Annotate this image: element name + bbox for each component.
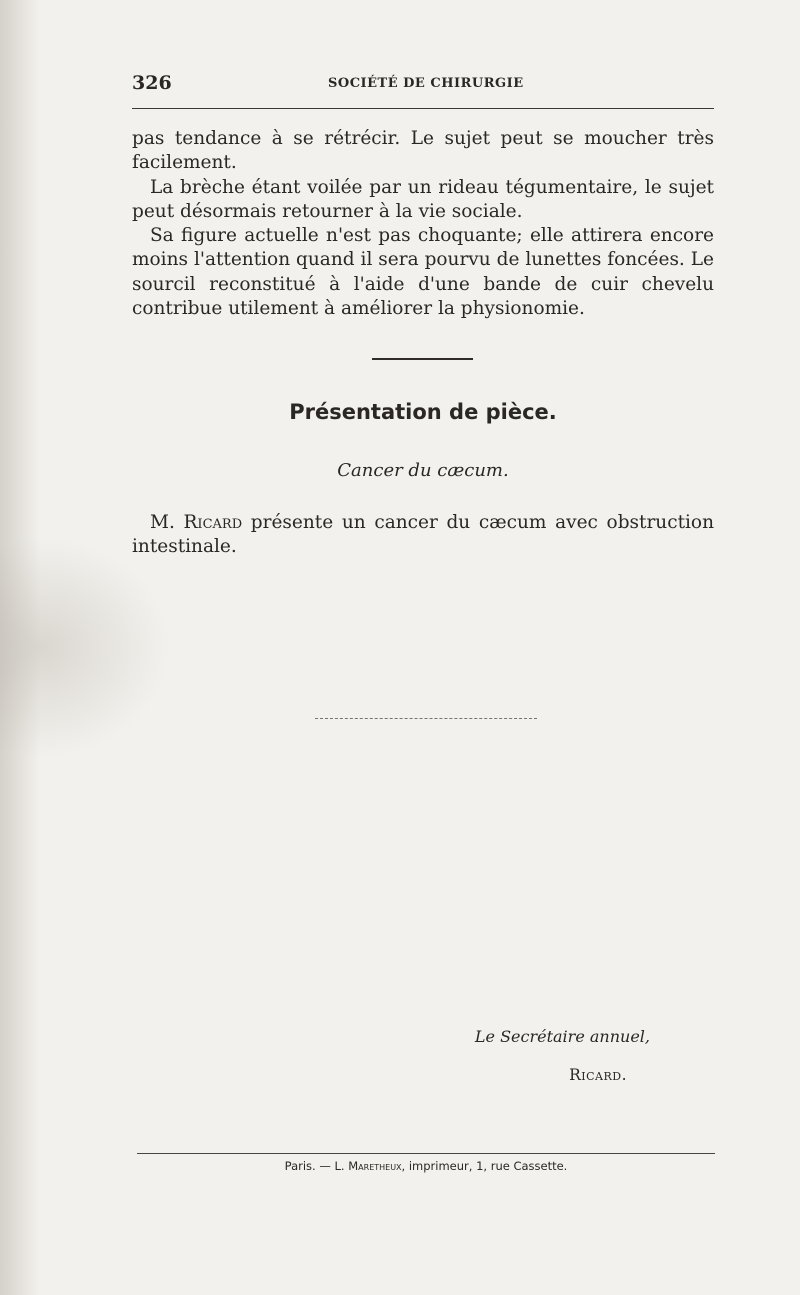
imprint-suffix: , imprimeur, 1, rue Cassette.	[401, 1159, 568, 1173]
author-name: Ricard	[183, 512, 243, 533]
running-head	[132, 72, 714, 96]
paragraph-continuation: pas tendance à se rétrécir. Le sujet peut se moucher très facilement.	[132, 128, 714, 174]
paragraph	[132, 511, 714, 560]
section-subheading: Cancer du cæcum.	[337, 460, 509, 481]
section-heading: Présentation de pièce.	[289, 400, 557, 424]
running-title: SOCIÉTÉ DE CHIRURGIE	[328, 76, 524, 91]
page-edge-shadow	[0, 0, 40, 1295]
imprint-printer: Maretheux	[348, 1159, 402, 1173]
end-divider	[315, 718, 537, 719]
section-divider	[372, 358, 473, 360]
paragraph-text: présente un cancer du cæcum avec obstruction intestinale.	[132, 512, 714, 558]
paragraph: La brèche étant voilée par un rideau tégumentaire, le sujet peut désormais retourner à la vie sociale.	[132, 176, 714, 222]
signature-title: Le Secrétaire annuel,	[474, 1027, 650, 1046]
header-rule	[132, 108, 714, 109]
presentation-text	[132, 511, 714, 560]
signature-name: Ricard.	[569, 1066, 627, 1084]
footer-rule	[137, 1153, 715, 1154]
imprint	[137, 1159, 715, 1173]
paragraph: Sa figure actuelle n'est pas choquante; elle attirera encore moins l'attention quand il sera pourvu de lunettes foncées. Le sourcil reconstitué à l'aide d'une bande de cuir chevelu contribue utilement à améliorer la physionomie.	[132, 225, 714, 320]
continued-text	[132, 127, 714, 321]
imprint-prefix: Paris. — L.	[284, 1159, 345, 1173]
page-number: 326	[132, 72, 172, 94]
honorific: M.	[150, 512, 175, 533]
